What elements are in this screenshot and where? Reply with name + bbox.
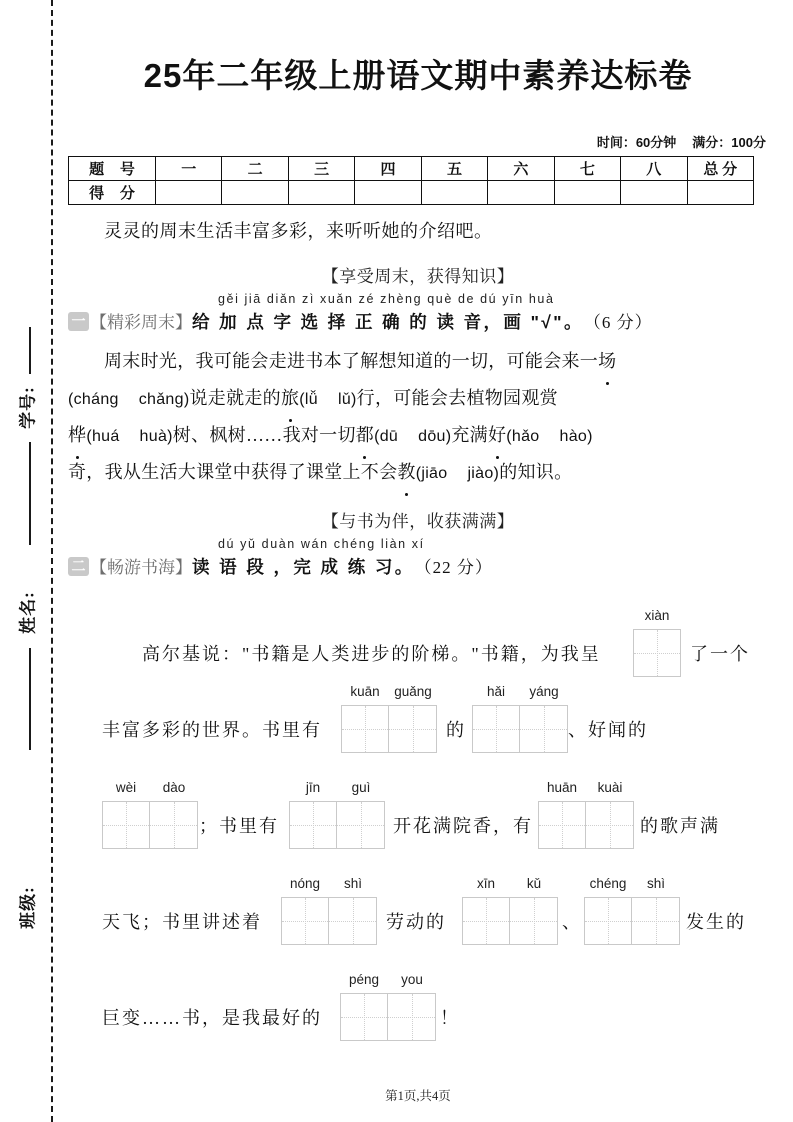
table-cell-col-2: 二 — [222, 157, 288, 181]
pinyin-dao: dào — [162, 780, 186, 796]
grid-line-2-prefix: 丰富多彩的世界。书里有 — [102, 720, 322, 741]
grid-line-2-mid: 的 — [446, 720, 466, 741]
table-cell-col-3: 三 — [288, 157, 354, 181]
score-cell-5[interactable] — [421, 181, 487, 205]
writing-cell[interactable] — [510, 897, 558, 945]
writing-cell[interactable] — [538, 801, 586, 849]
writing-cell[interactable] — [340, 993, 388, 1041]
pinyin-gui: guì — [351, 780, 371, 796]
pinyin-shi2: shì — [646, 876, 665, 892]
pinyin-row-jingui — [289, 781, 385, 795]
section-1-pinyin: gěi jiā diǎn zì xuǎn zé zhèng què de dú yīn huà — [218, 292, 555, 307]
grid-line-1-prefix: 高尔基说："书籍是人类进步的阶梯。"书籍，为我呈 — [142, 644, 601, 665]
pinyin-yang: yáng — [529, 684, 559, 700]
binding-dashed-line — [51, 0, 53, 1122]
grid-line-5-prefix: 巨变……书，是我最好的 — [102, 1008, 322, 1029]
pinyin-guang: guǎng — [394, 684, 432, 700]
writing-cell[interactable] — [472, 705, 520, 753]
pinyin-hai: hǎi — [486, 684, 505, 700]
table-header-score: 得 分 — [69, 181, 156, 205]
table-cell-col-total: 总 分 — [687, 157, 754, 181]
grid-line-4-mid: 劳动的 — [386, 912, 446, 933]
writing-cell[interactable] — [281, 897, 329, 945]
passage-line-2: (cháng chǎng)说走就走的旅(lǚ lǔ)行，可能会去植物园观赏 — [68, 380, 768, 417]
section-2-number-badge: 二 — [68, 557, 89, 576]
pinyin-row-pengyou — [340, 973, 436, 987]
score-table — [68, 156, 754, 205]
page-title: 25年二年级上册语文期中素养达标卷 — [143, 57, 693, 94]
table-cell-col-8: 八 — [621, 157, 687, 181]
grid-line-3-mid: ；书里有 — [199, 816, 279, 837]
class-label: 班级: — [18, 886, 37, 929]
table-row-question-numbers — [69, 157, 754, 181]
writing-cell[interactable] — [462, 897, 510, 945]
exam-meta — [68, 132, 768, 151]
grid-line-4-suffix: 发生的 — [686, 912, 746, 933]
intro-paragraph: 灵灵的周末生活丰富多彩，来听听她的介绍吧。 — [104, 221, 493, 242]
writing-box-group-xian[interactable] — [633, 608, 681, 677]
grid-line-1 — [68, 601, 768, 679]
grid-line-3-mid2: 开花满院香，有 — [393, 816, 533, 837]
writing-box-group-jingui[interactable] — [289, 780, 385, 849]
score-cell-2[interactable] — [222, 181, 288, 205]
grid-line-2-suffix: 、好闻的 — [568, 720, 648, 741]
writing-box-group-weidao[interactable] — [102, 780, 198, 849]
grid-line-1-suffix: 了一个 — [690, 644, 750, 665]
time-limit-label: 时间：60分钟 — [596, 135, 677, 151]
score-cell-4[interactable] — [355, 181, 421, 205]
writing-box-group-huankuai[interactable] — [538, 780, 634, 849]
score-cell-7[interactable] — [554, 181, 620, 205]
table-cell-col-7: 七 — [554, 157, 620, 181]
pinyin-shi: shì — [343, 876, 362, 892]
section-1-number-badge: 一 — [68, 312, 89, 331]
writing-box-group-chengshi[interactable] — [584, 876, 680, 945]
rail-divider-top — [29, 327, 31, 374]
section-2-pinyin: dú yǔ duàn wán chéng liàn xí — [218, 537, 425, 552]
pinyin-kuai: kuài — [597, 780, 623, 796]
writing-cell[interactable] — [150, 801, 198, 849]
section-1-passage — [68, 343, 768, 491]
section-2-score: （22 分） — [414, 558, 493, 578]
passage-line-1: 周末时光，我可能会走进书本了解想知道的一切，可能会来一场 — [68, 343, 768, 380]
table-row-scores — [69, 181, 754, 205]
writing-box-group-haiyang[interactable] — [472, 684, 568, 753]
section-1-bracket-heading: 【享受周末，获得知识】 — [321, 267, 515, 287]
pinyin-wei: wèi — [115, 780, 137, 796]
score-cell-1[interactable] — [156, 181, 222, 205]
writing-cell[interactable] — [388, 993, 436, 1041]
grid-line-4 — [68, 871, 768, 967]
writing-box-group-nongshi[interactable] — [281, 876, 377, 945]
table-cell-col-6: 六 — [488, 157, 554, 181]
writing-cell[interactable] — [329, 897, 377, 945]
section-1-header — [68, 293, 768, 334]
grid-line-4-prefix: 天飞；书里讲述着 — [102, 912, 262, 933]
section-2-header — [68, 538, 768, 579]
pinyin-jin: jīn — [305, 780, 321, 796]
pinyin-row-weidao — [102, 781, 198, 795]
score-cell-8[interactable] — [621, 181, 687, 205]
grid-line-3-suffix: 的歌声满 — [640, 816, 720, 837]
pinyin-nong: nóng — [289, 876, 321, 892]
section-2-tag: 【畅游书海】 — [90, 558, 192, 578]
grid-line-5-suffix: ！ — [440, 1008, 460, 1029]
table-header-question: 题 号 — [69, 157, 156, 181]
section-2-bracket-heading: 【与书为伴，收获满满】 — [321, 512, 515, 532]
writing-cell[interactable] — [520, 705, 568, 753]
grid-line-2 — [68, 679, 768, 775]
pinyin-ku: kǔ — [526, 876, 542, 892]
binding-rail — [0, 0, 51, 1122]
score-cell-total[interactable] — [687, 181, 754, 205]
pinyin-row-nongshi — [281, 877, 377, 891]
grid-line-3 — [68, 775, 768, 871]
grid-line-4-mid2: 、 — [562, 912, 582, 933]
student-name-label: 姓名: — [18, 591, 37, 634]
table-cell-col-1: 一 — [156, 157, 222, 181]
pinyin-row-huankuai — [538, 781, 634, 795]
writing-cell[interactable] — [389, 705, 437, 753]
writing-cell[interactable] — [337, 801, 385, 849]
writing-cell[interactable] — [632, 897, 680, 945]
pinyin-cheng: chéng — [589, 876, 627, 892]
section-1-tag: 【精彩周末】 — [90, 313, 192, 333]
full-score-label: 满分：100分 — [692, 135, 766, 151]
exam-page — [68, 0, 768, 1122]
writing-cell[interactable] — [633, 629, 681, 677]
pinyin-huan: huān — [546, 780, 578, 796]
writing-cell[interactable] — [584, 897, 632, 945]
pinyin-row-chengshi — [584, 877, 680, 891]
section-1-score: （6 分） — [583, 313, 653, 333]
pinyin-kuan: kuān — [350, 684, 380, 700]
page-footer: 第1页,共4页 — [385, 1089, 451, 1103]
writing-cell[interactable] — [102, 801, 150, 849]
writing-cell[interactable] — [586, 801, 634, 849]
pinyin-xian: xiàn — [644, 608, 670, 624]
section-2-title: 读 语 段 ，完 成 练 习。 — [192, 557, 415, 578]
table-cell-col-4: 四 — [355, 157, 421, 181]
writing-box-group-xinku[interactable] — [462, 876, 558, 945]
writing-cell[interactable] — [341, 705, 389, 753]
pinyin-row-xian — [633, 609, 681, 623]
pinyin-row-haiyang — [472, 685, 568, 699]
score-cell-3[interactable] — [288, 181, 354, 205]
grid-line-5 — [68, 967, 768, 1063]
writing-cell[interactable] — [289, 801, 337, 849]
writing-box-group-kuanguang[interactable] — [341, 684, 437, 753]
pinyin-xin: xīn — [476, 876, 495, 892]
rail-divider-upper-mid — [29, 442, 31, 545]
pinyin-row-xinku — [462, 877, 558, 891]
rail-divider-lower-mid — [29, 648, 31, 750]
writing-box-group-pengyou[interactable] — [340, 972, 436, 1041]
table-cell-col-5: 五 — [421, 157, 487, 181]
section-1-title: 给 加 点 字 选 择 正 确 的 读 音，画 "√"。 — [192, 312, 584, 333]
score-cell-6[interactable] — [488, 181, 554, 205]
passage-line-4: 奇，我从生活大课堂中获得了课堂上不会教(jiāo jiào)的知识。 — [68, 454, 768, 491]
pinyin-peng: péng — [348, 972, 380, 988]
student-id-label: 学号: — [18, 386, 37, 429]
pinyin-row-kuanguang — [341, 685, 437, 699]
pinyin-you: you — [401, 972, 423, 988]
passage-line-3: 桦(huá huà)树、枫树……我对一切都(dū dōu)充满好(hǎo hào) — [68, 417, 768, 454]
